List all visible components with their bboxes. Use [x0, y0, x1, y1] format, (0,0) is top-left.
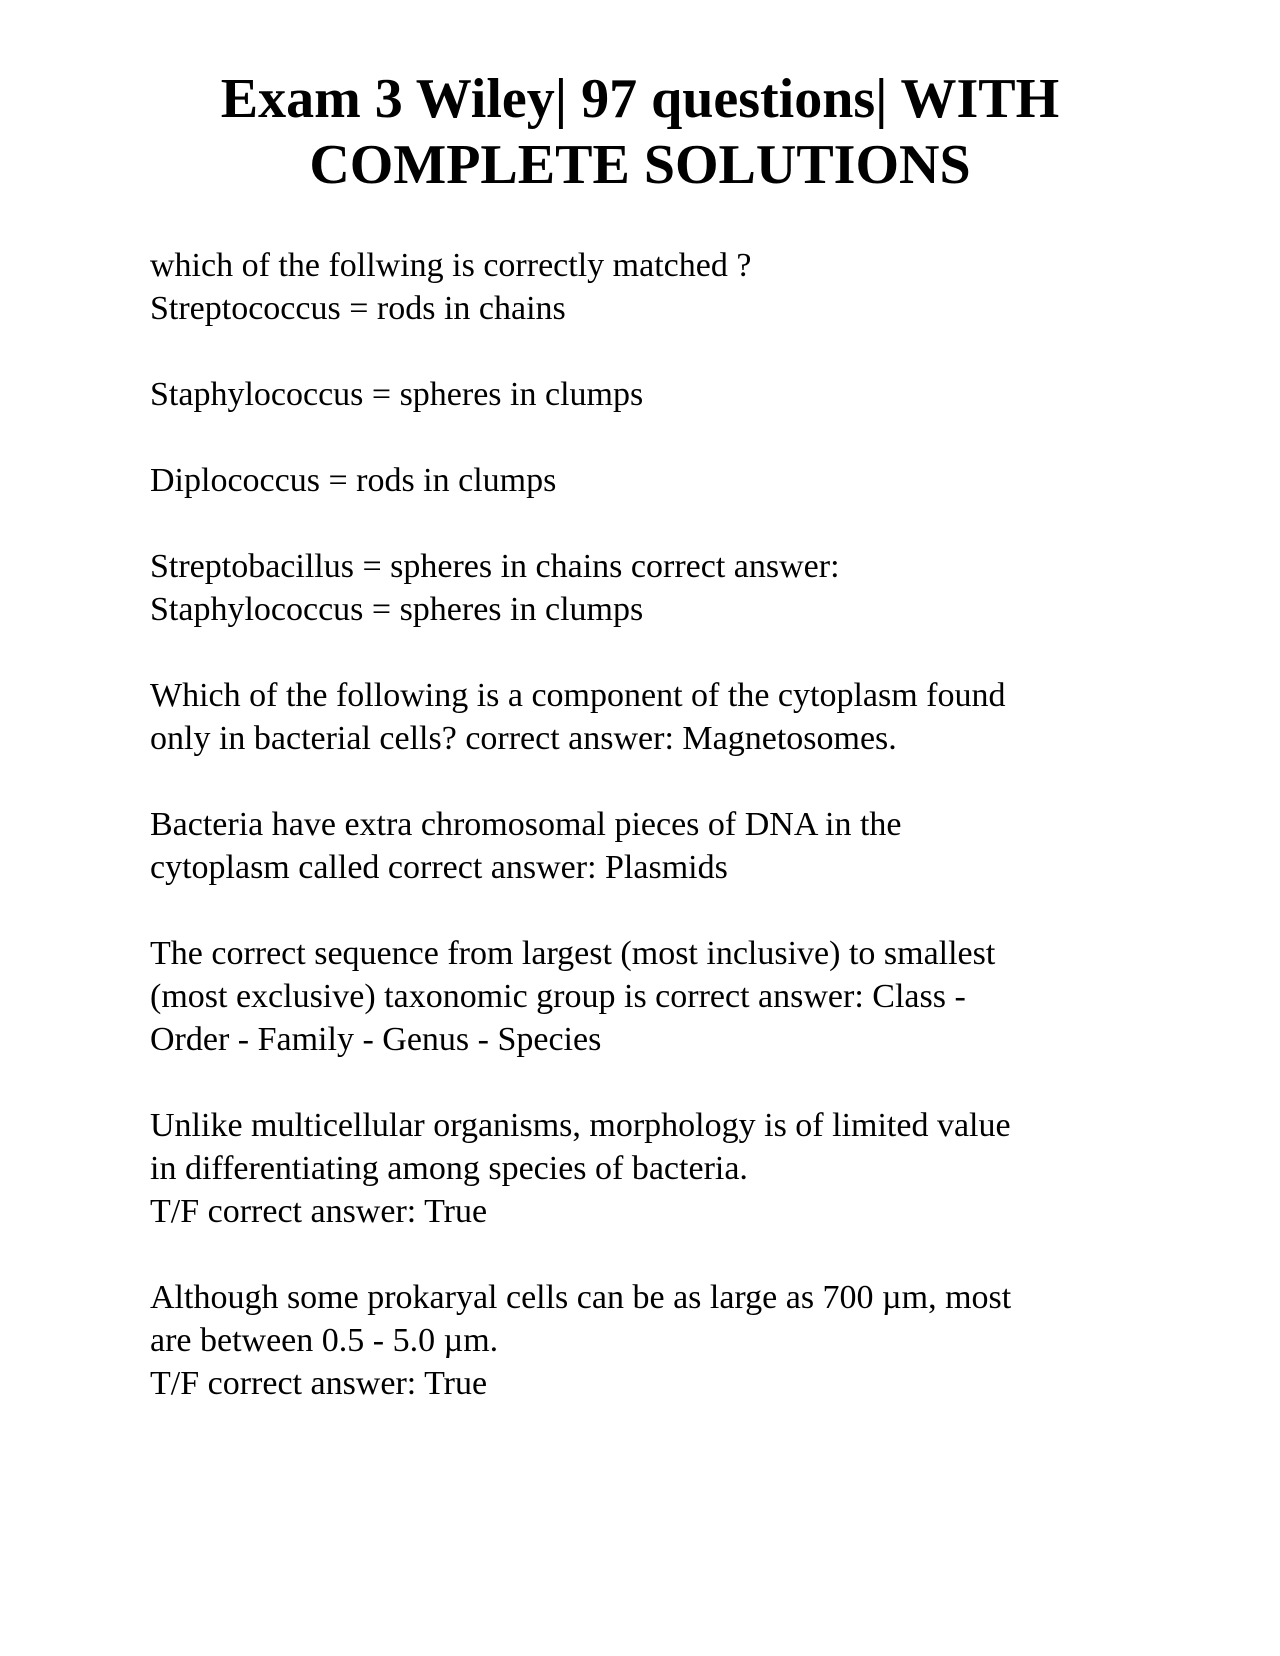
blank-line	[150, 631, 1150, 674]
question-text: in differentiating among species of bacteria.	[150, 1150, 748, 1187]
option-text: Staphylococcus = spheres in clumps	[150, 376, 644, 413]
blank-line	[150, 330, 1150, 373]
question-text: Unlike multicellular organisms, morphology is of limited value	[150, 1107, 1011, 1144]
question-2	[150, 674, 1150, 760]
blank-line	[150, 889, 1150, 932]
question-text: are between 0.5 - 5.0 µm.	[150, 1322, 499, 1359]
option-text: Streptobacillus = spheres in chains correct answer:	[150, 548, 840, 585]
question-1	[150, 244, 1150, 631]
question-text: (most exclusive) taxonomic group is correct answer: Class -	[150, 978, 966, 1015]
answer-text: cytoplasm called correct answer: Plasmids	[150, 849, 728, 886]
answer-text: T/F correct answer: True	[150, 1365, 488, 1402]
title-line: COMPLETE SOLUTIONS	[309, 134, 971, 196]
question-6	[150, 1276, 1150, 1405]
document-body	[150, 244, 1150, 1405]
blank-line	[150, 1233, 1150, 1276]
question-5	[150, 1104, 1150, 1233]
question-4	[150, 932, 1150, 1061]
document-title	[140, 66, 1140, 198]
answer-text: Order - Family - Genus - Species	[150, 1021, 602, 1058]
answer-text: T/F correct answer: True	[150, 1193, 488, 1230]
title-line: Exam 3 Wiley| 97 questions| WITH	[220, 68, 1060, 130]
answer-text: only in bacterial cells? correct answer: Magnetosomes.	[150, 720, 897, 757]
question-text: which of the follwing is correctly matched ?	[150, 247, 752, 284]
blank-line	[150, 502, 1150, 545]
question-text: The correct sequence from largest (most inclusive) to smallest	[150, 935, 996, 972]
blank-line	[150, 416, 1150, 459]
option-text: Diplococcus = rods in clumps	[150, 462, 557, 499]
question-3	[150, 803, 1150, 889]
blank-line	[150, 1061, 1150, 1104]
option-text: Streptococcus = rods in chains	[150, 290, 566, 327]
blank-line	[150, 760, 1150, 803]
question-text: Bacteria have extra chromosomal pieces of DNA in the	[150, 806, 902, 843]
question-text: Which of the following is a component of the cytoplasm found	[150, 677, 1006, 714]
answer-text: Staphylococcus = spheres in clumps	[150, 591, 644, 628]
question-text: Although some prokaryal cells can be as large as 700 µm, most	[150, 1279, 1012, 1316]
